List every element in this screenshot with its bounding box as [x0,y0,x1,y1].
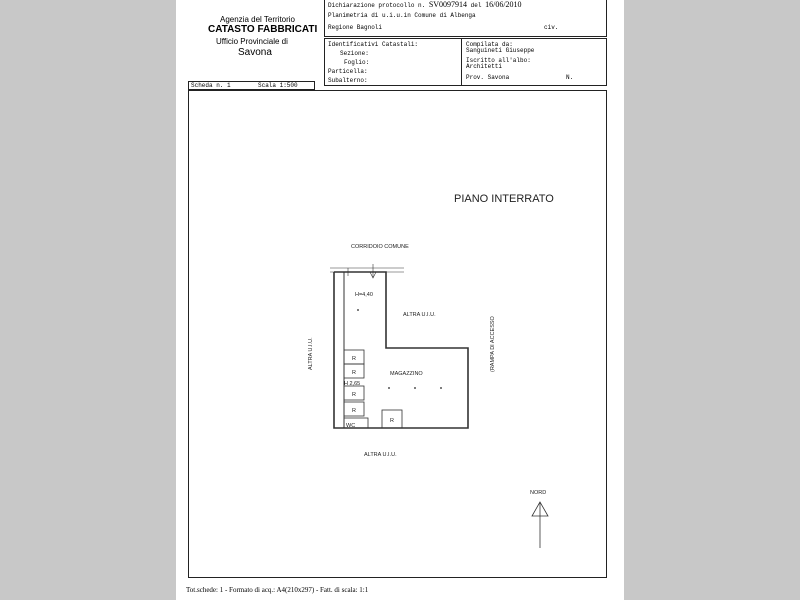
warehouse-label: MAGAZZINO [390,371,423,377]
other-unit-left: ALTRA U.I.U. [308,337,314,370]
agency-name: Agenzia del Territorio [220,15,296,24]
date-label: del [470,2,482,9]
register-value: Architetti [466,63,503,70]
plan-title: PIANO INTERRATO [454,193,554,205]
protocol-number: SV0097914 [428,0,468,9]
cadastral-sheet [176,0,624,600]
identifiers-title: Identificativi Catastali: [328,41,419,48]
r-label-2: R [352,370,356,376]
agency-office: Ufficio Provinciale di [216,37,288,46]
agency-department: CATASTO FABBRICATI [208,24,318,35]
civ-label: civ. [544,24,559,31]
planimetry-line: Planimetria di u.i.u.in Comune di Albenga [328,12,476,19]
corridor-label: CORRIDOIO COMUNE [351,244,409,250]
scale-label: Scala 1:500 [258,82,298,89]
particella-label: Particella: [328,68,368,75]
other-unit-bottom: ALTRA U.I.U. [364,452,397,458]
locality: Regione Bagnoli [328,24,383,31]
r-label-5: R [390,418,394,424]
subalterno-label: Subalterno: [328,77,368,84]
register-label: Iscritto all'albo: [466,57,531,64]
compiled-label: Compilata da: [466,41,513,48]
floor-plan [176,0,624,600]
r-label-3: R [352,392,356,398]
protocol-label-text: Dichiarazione protocollo n. [328,2,426,9]
province-label: Prov. Savona [466,74,510,81]
r-label-4: R [352,408,356,414]
height-mid: H 2,65 [344,381,361,387]
r-label-1: R [352,356,356,362]
foglio-label: Foglio: [344,59,370,66]
footer-text: Tot.schede: 1 - Formato di acq.: A4(210x297) - Fatt. di scala: 1:1 [186,586,369,594]
sezione-label: Sezione: [340,50,369,57]
number-label: N. [566,74,574,81]
scheda-label: Scheda n. 1 [191,82,231,89]
compiler-name: Sanguineti Giuseppe [466,47,535,54]
access-ramp: (RAMPA DI ACCESSO [490,316,496,372]
height-top: H=4,40 [355,292,373,298]
other-unit-right: ALTRA U.I.U. [403,312,436,318]
protocol-date: 16/06/2010 [485,0,522,9]
north-label: NORD [530,490,547,496]
agency-city: Savona [238,47,272,58]
wc-label: WC [346,423,356,429]
